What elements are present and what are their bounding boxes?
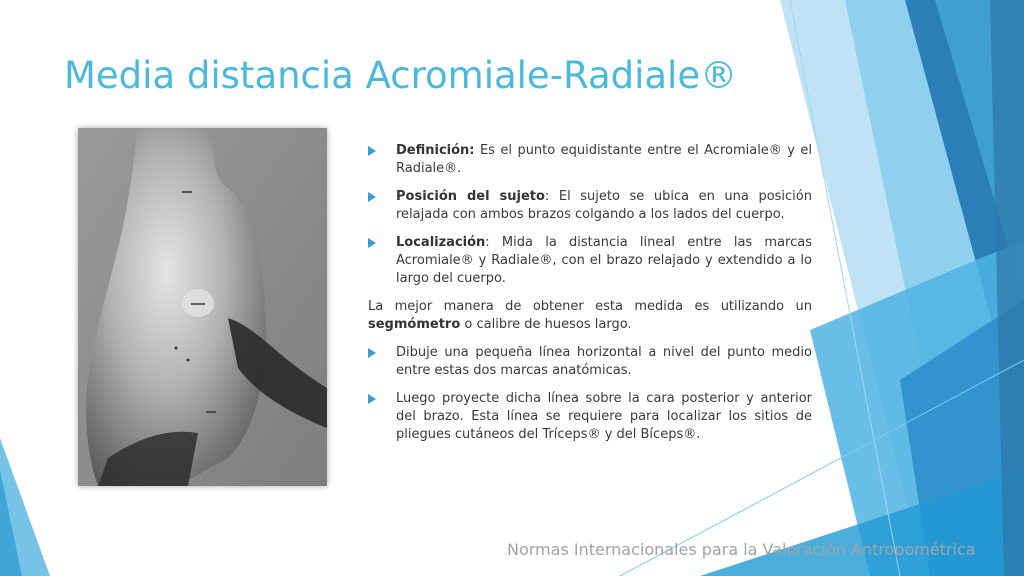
paragraph-text: La mejor manera de obtener esta medida es utilizando un xyxy=(368,299,812,314)
bullet-proyecte xyxy=(368,390,812,444)
body-paragraph xyxy=(368,298,812,334)
bullet-text: Luego proyecte dicha línea sobre la cara posterior y anterior del brazo. Esta línea se requiere para localizar los sitios de pliegues cutáneos del Tríceps® y del Bíceps®. xyxy=(396,391,812,442)
bullet-text: : El sujeto se ubica en una posición relajada con ambos brazos colgando a los lados del cuerpo. xyxy=(396,189,812,222)
bullet-text: Dibuje una pequeña línea horizontal a nivel del punto medio entre estas dos marcas anatómicas. xyxy=(396,345,812,378)
triangle-right-icon xyxy=(368,238,376,248)
bullet-dibuje xyxy=(368,344,812,380)
bullet-label: Localización xyxy=(396,235,486,250)
paragraph-bold: segmómetro xyxy=(368,317,461,332)
paragraph-text: o calibre de huesos largo. xyxy=(460,317,632,332)
triangle-right-icon xyxy=(368,192,376,202)
bullet-text: Es el punto equidistante entre el Acromiale® y el Radiale®. xyxy=(396,143,812,176)
slide-content xyxy=(368,142,812,454)
anatomy-photo xyxy=(78,128,327,486)
bullet-label: Definición: xyxy=(396,143,475,158)
triangle-right-icon xyxy=(368,146,376,156)
bullet-text: : Mida la distancia lineal entre las marcas Acromiale® y Radiale®, con el brazo relajado y extendido a lo largo del cuerpo. xyxy=(396,235,812,286)
slide-footer: Normas Internacionales para la Valoración Antropométrica xyxy=(507,540,976,559)
triangle-right-icon xyxy=(368,394,376,404)
bullet-posicion xyxy=(368,188,812,224)
triangle-right-icon xyxy=(368,348,376,358)
bullet-localizacion xyxy=(368,234,812,288)
bullet-definicion xyxy=(368,142,812,178)
slide-title: Media distancia Acromiale-Radiale® xyxy=(64,54,738,97)
bullet-label: Posición del sujeto xyxy=(396,189,545,204)
